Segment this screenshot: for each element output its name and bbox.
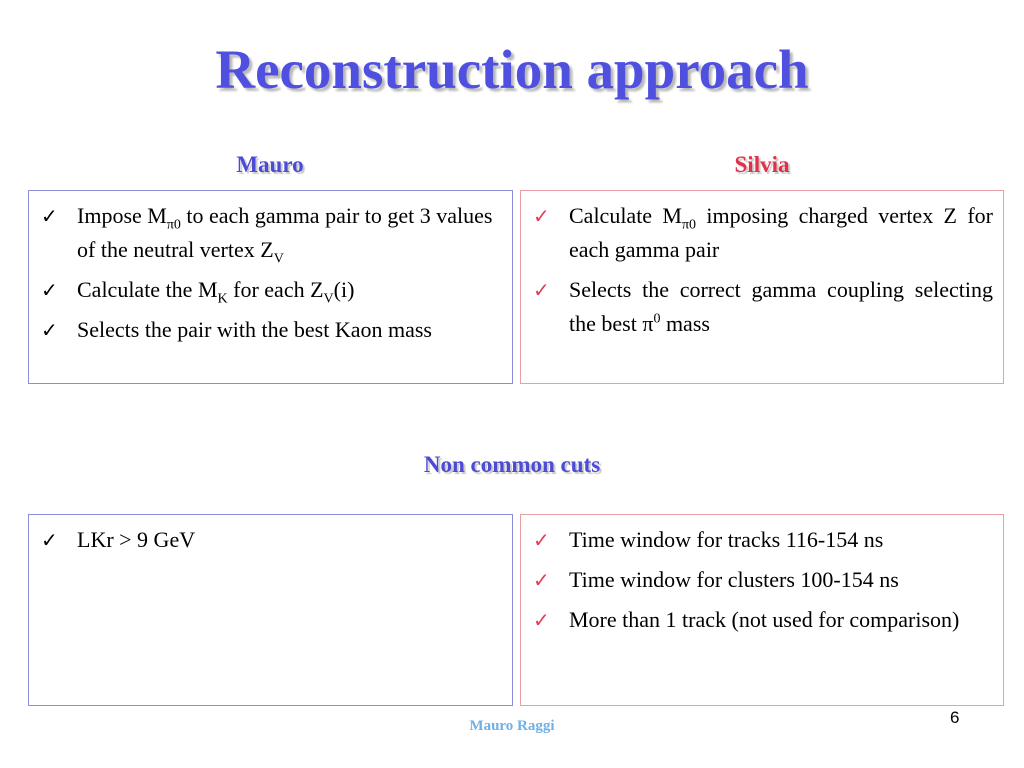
list-item: ✓ Selects the pair with the best Kaon mass [39,313,502,347]
mauro-approach-box [28,190,513,384]
list-item: ✓ Selects the correct gamma coupling selecting the best $\pi^0$ mass [531,273,993,341]
mauro-approach-list [39,199,502,347]
silvia-approach-list [531,199,993,341]
check-icon: ✓ [41,318,58,342]
list-item: ✓ Impose $M_{\pi 0}$ to each gamma pair to get 3 values of the neutral vertex $Z_V$ [39,199,502,267]
mauro-cuts-list [39,523,502,557]
list-item: ✓ Calculate the $M_K$ for each $Z_V(i)$ [39,273,502,307]
list-item: ✓ Calculate $M_{\pi 0}$ imposing charged vertex Z for each gamma pair [531,199,993,267]
check-icon: ✓ [533,568,550,592]
check-icon: ✓ [41,204,58,228]
mauro-cuts-box [28,514,513,706]
silvia-cuts-list [531,523,993,637]
silvia-cuts-box [520,514,1004,706]
page-number: 6 [950,708,960,727]
non-common-cuts-heading: Non common cuts [423,452,601,477]
slide-title: Reconstruction approach [215,39,809,100]
footer-author: Mauro Raggi [469,718,555,734]
list-item: ✓ Time window for tracks 116-154 ns [531,523,993,557]
list-item: ✓ LKr > 9 GeV [39,523,502,557]
check-icon: ✓ [533,608,550,632]
check-icon: ✓ [533,204,550,228]
list-item: ✓ Time window for clusters 100-154 ns [531,563,993,597]
check-icon: ✓ [41,528,58,552]
check-icon: ✓ [533,278,550,302]
silvia-heading: Silvia [734,152,790,177]
silvia-approach-box [520,190,1004,384]
list-item: ✓ More than 1 track (not used for comparison) [531,603,993,637]
mauro-heading: Mauro [236,152,304,177]
check-icon: ✓ [41,278,58,302]
check-icon: ✓ [533,528,550,552]
